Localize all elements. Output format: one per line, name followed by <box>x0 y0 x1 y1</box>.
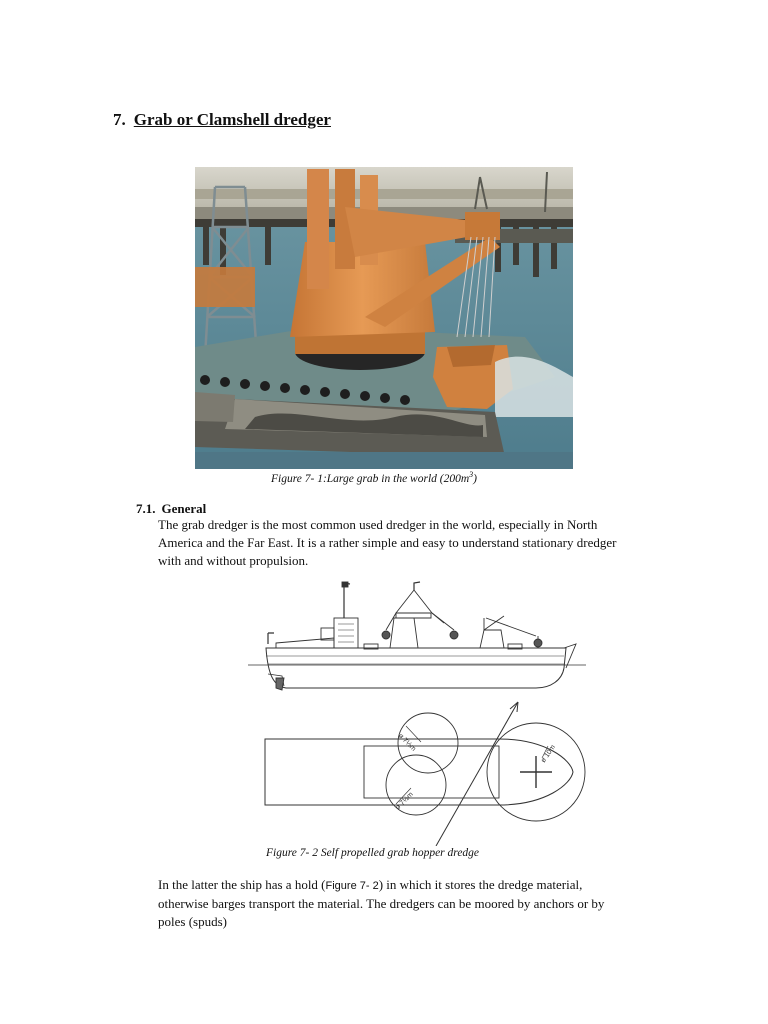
diagram-label-r1: ø 7½m <box>396 732 417 753</box>
figure-2-reference[interactable]: Figure 7- 2 <box>325 880 379 892</box>
grab-hopper-dredge-diagram <box>246 578 591 846</box>
ship-side-view <box>248 582 586 690</box>
section-number: 7. <box>113 110 126 129</box>
hold-paragraph: In the latter the ship has a hold (Figure 7- 2) in which it stores the dredge material, otherwise barges transport the material. The dredgers can be moored by anchors or by poles (spuds) <box>158 877 605 929</box>
general-paragraph: The grab dredger is the most common used dredger in the world, especially in North America and the Far East. It is a rather simple and easy to understand stationary dredger with and without propulsion. <box>158 517 617 568</box>
section-title: Grab or Clamshell dredger <box>133 110 331 129</box>
grab-dredger-photo <box>195 167 573 469</box>
section-heading <box>113 110 331 130</box>
subsection-number: 7.1. <box>136 501 156 516</box>
subsection-title: General <box>161 501 207 516</box>
figure-1-caption: Figure 7- 1:Large grab in the world $(200m^3)$ <box>271 470 477 485</box>
figure-2-caption: Figure 7- 2 Self propelled grab hopper dredge <box>266 847 480 859</box>
diagram-label-r2: ø 7½m <box>394 791 415 812</box>
subsection-heading <box>136 501 206 517</box>
ship-plan-view <box>265 702 585 846</box>
diagram-label-r3: ø 10m <box>539 743 558 765</box>
